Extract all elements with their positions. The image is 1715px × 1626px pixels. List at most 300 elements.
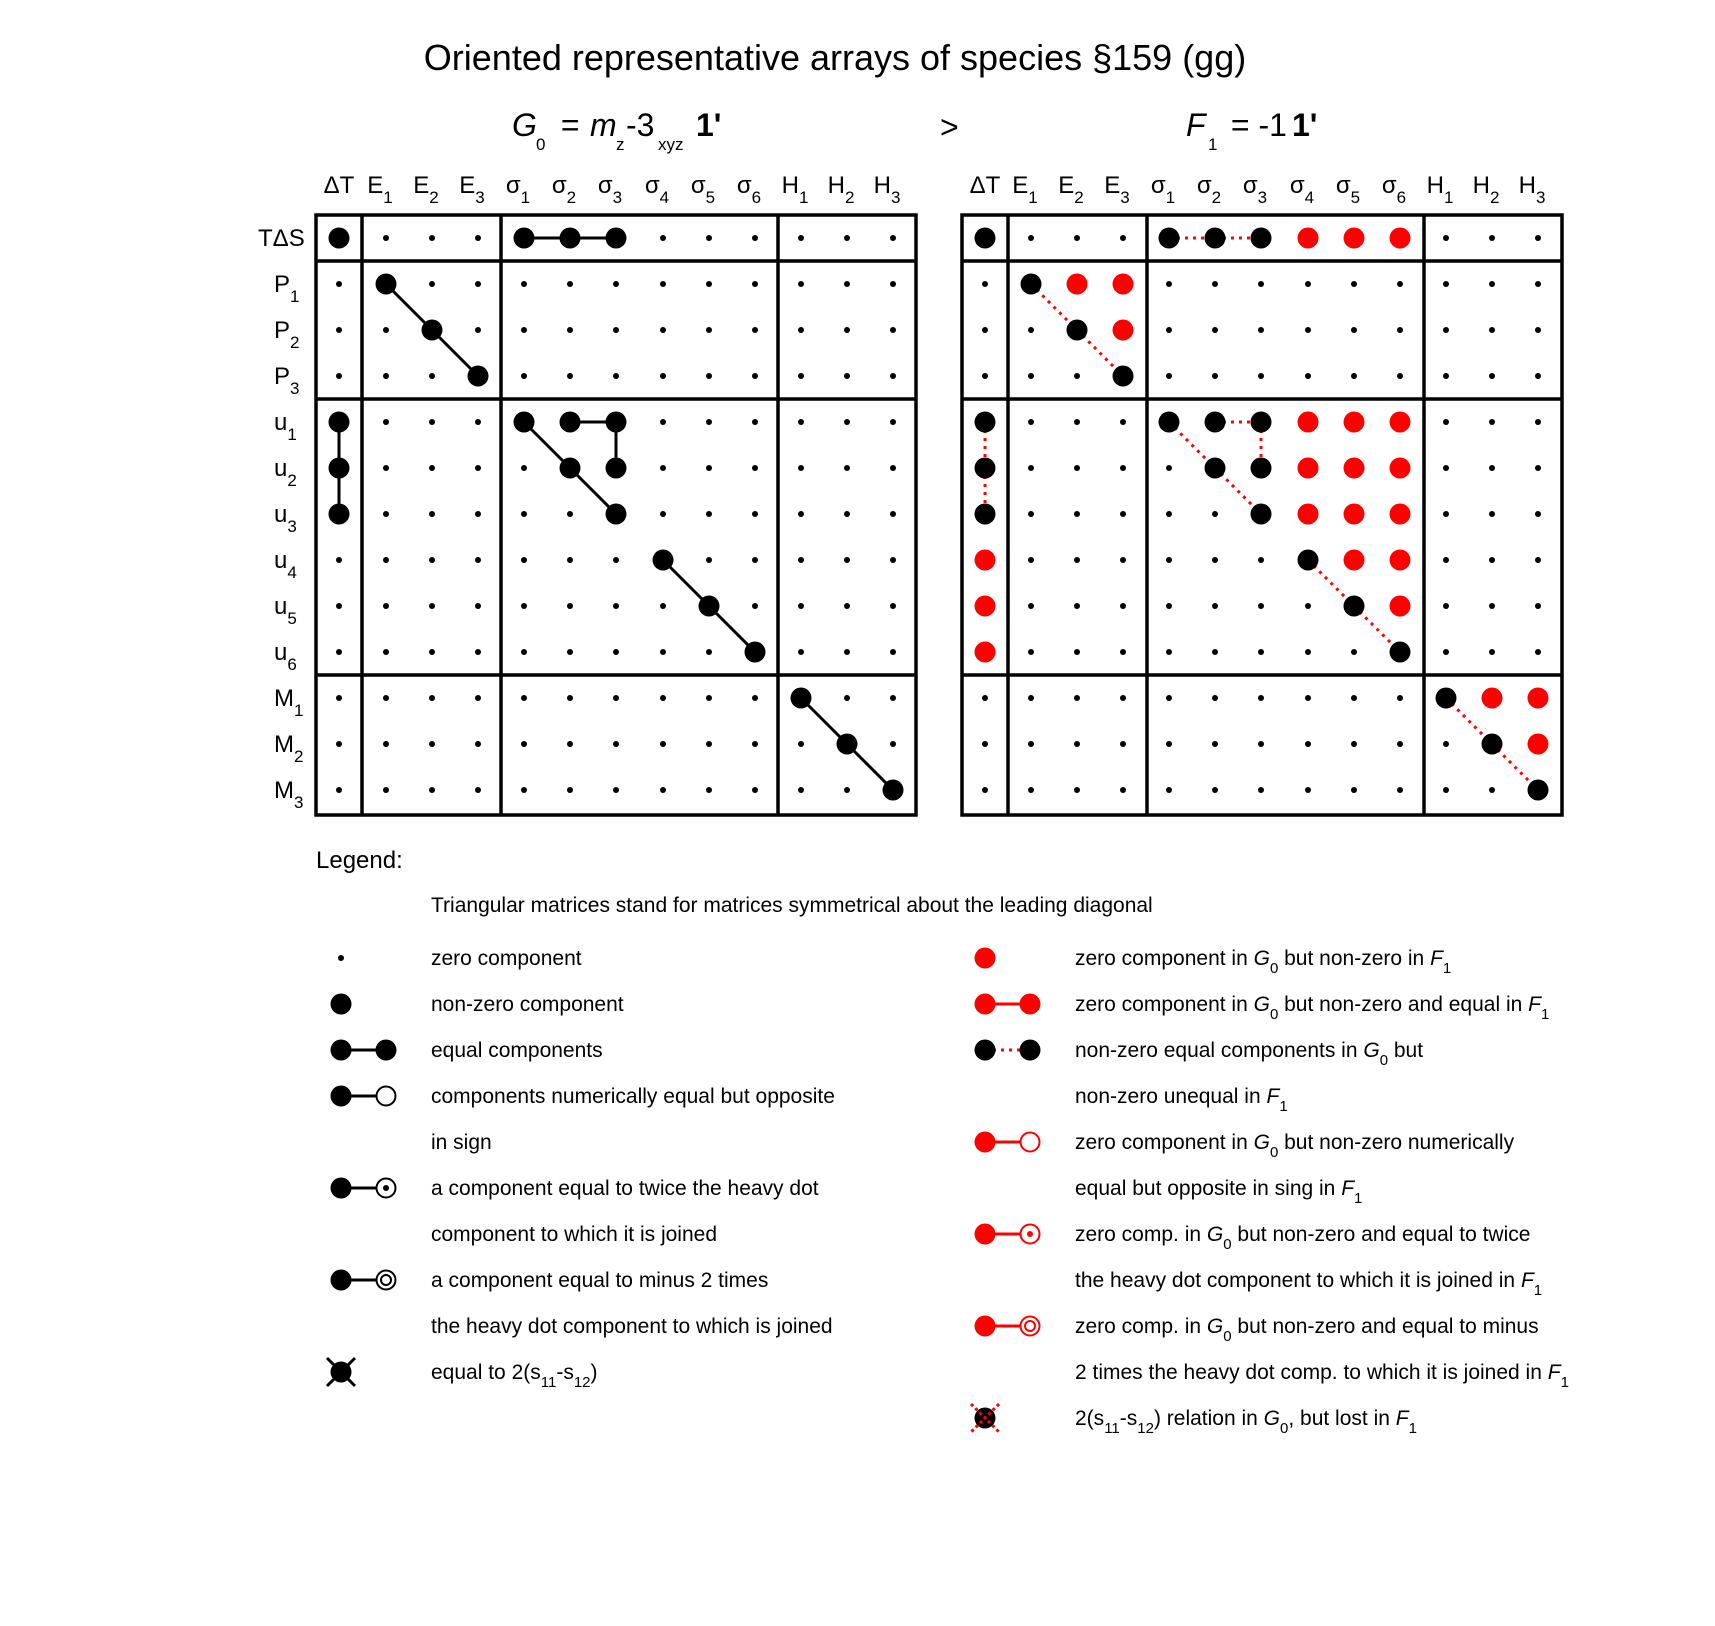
legend-text [431, 1361, 598, 1391]
row-label-sub: 2 [290, 333, 300, 352]
nonzero-component [560, 228, 581, 249]
legend-math-symbol: G [1206, 1223, 1224, 1246]
column-header-label: ΔT [969, 172, 1001, 199]
zero-component [890, 695, 896, 701]
zero-component [567, 787, 573, 793]
left-matrix [316, 172, 916, 815]
zero-component [798, 557, 804, 563]
new-nonzero-component [1390, 228, 1411, 249]
row-label-text: u [274, 501, 288, 528]
zero-component [1166, 695, 1172, 701]
zero-component [383, 373, 389, 379]
cross-dot-symbol [327, 1358, 355, 1386]
nonzero-component [329, 228, 350, 249]
column-header-label: H [827, 172, 845, 199]
zero-component [613, 373, 619, 379]
zero-component [844, 465, 850, 471]
row-label-sub: 4 [287, 563, 297, 582]
zero-component [660, 373, 666, 379]
zero-component [1443, 511, 1449, 517]
legend-text [1075, 1361, 1569, 1391]
legend-item-left [338, 947, 582, 970]
row-label-text: M [274, 685, 294, 712]
row-label-sub: 1 [287, 425, 297, 444]
column-header-sub: 2 [1211, 188, 1222, 207]
zero-component [475, 465, 481, 471]
column-header-label: E [1058, 172, 1075, 199]
row-label [274, 639, 297, 674]
zero-component [706, 465, 712, 471]
legend-text [1075, 1085, 1288, 1115]
zero-component [1535, 281, 1541, 287]
zero-component [567, 327, 573, 333]
column-header-sub: 4 [1304, 188, 1315, 207]
zero-component [1028, 511, 1034, 517]
zero-component [613, 695, 619, 701]
legend-math-sub: 1 [1442, 960, 1452, 977]
column-header [691, 172, 715, 207]
new-nonzero-component [975, 596, 996, 617]
zero-component [798, 373, 804, 379]
zero-component [1489, 649, 1495, 655]
column-header-label: σ [597, 172, 613, 199]
nonzero-component [837, 734, 858, 755]
zero-component [1028, 695, 1034, 701]
legend-text-part: ) relation in [1153, 1407, 1264, 1430]
small-dot-symbol [338, 955, 344, 961]
nonzero-component [1021, 274, 1042, 295]
legend-text-part: equal components [431, 1039, 603, 1062]
column-header-sub: 3 [612, 188, 623, 207]
legend-item-left [331, 1177, 819, 1246]
legend-text-part: non-zero unequal in [1075, 1085, 1267, 1108]
equal-link-symbol [331, 1040, 397, 1061]
legend-text-part: component to which it is joined [431, 1223, 717, 1246]
new-nonzero-component [1528, 688, 1549, 709]
zero-component [1212, 327, 1218, 333]
zero-component [336, 741, 342, 747]
zero-component [660, 511, 666, 517]
zero-component [383, 557, 389, 563]
zero-component [475, 235, 481, 241]
row-label [274, 685, 303, 720]
row-label [274, 777, 303, 812]
zero-component [660, 235, 666, 241]
left-heading-mid: -3 [626, 107, 655, 143]
zero-component [1166, 787, 1172, 793]
zero-component [1443, 281, 1449, 287]
zero-component [982, 373, 988, 379]
column-header [737, 172, 761, 207]
zero-component [1305, 741, 1311, 747]
zero-component [1166, 741, 1172, 747]
zero-component [1443, 465, 1449, 471]
zero-component [1212, 511, 1218, 517]
column-header-sub: 1 [798, 188, 809, 207]
legend-text-part: the heavy dot component to which it is joined in [1075, 1269, 1521, 1292]
zero-component [1489, 465, 1495, 471]
column-header [645, 172, 669, 207]
zero-component [521, 603, 527, 609]
zero-component [1305, 281, 1311, 287]
column-header [1519, 172, 1546, 207]
legend-text [431, 1131, 492, 1154]
zero-component [1258, 603, 1264, 609]
zero-component [1443, 603, 1449, 609]
zero-component [429, 465, 435, 471]
zero-component [844, 419, 850, 425]
comparison-sign: > [940, 109, 959, 145]
row-label-sub: 3 [287, 517, 297, 536]
legend-item-right [975, 1131, 1515, 1207]
new-nonzero-component [1482, 688, 1503, 709]
zero-component [1258, 787, 1264, 793]
zero-component [982, 281, 988, 287]
red-dot-symbol [975, 948, 996, 969]
left-heading-base: G [512, 107, 537, 143]
zero-component [798, 235, 804, 241]
legend-text [1075, 993, 1549, 1023]
column-header [970, 172, 1001, 199]
zero-component [1397, 281, 1403, 287]
legend-item-left [331, 1039, 603, 1062]
column-header-sub: 1 [520, 188, 531, 207]
row-label [274, 547, 297, 582]
row-label-text: u [274, 409, 288, 436]
row-label [274, 593, 297, 628]
column-header [324, 172, 355, 199]
zero-component [1028, 235, 1034, 241]
nonzero-component [329, 458, 350, 479]
column-header [367, 172, 392, 207]
right-heading-eq: = -1 [1222, 107, 1287, 143]
new-nonzero-component [1344, 228, 1365, 249]
zero-component [752, 603, 758, 609]
row-label [258, 225, 305, 252]
column-header-sub: 1 [1165, 188, 1176, 207]
nonzero-component [1067, 320, 1088, 341]
zero-component [383, 649, 389, 655]
zero-component [613, 603, 619, 609]
legend-text-part: , but lost in [1288, 1407, 1396, 1430]
zero-component [1443, 649, 1449, 655]
nonzero-component [1528, 780, 1549, 801]
legend-text [431, 993, 624, 1016]
column-header-label: σ [1335, 172, 1351, 199]
right-heading-sub: 1 [1208, 135, 1218, 154]
zero-component [982, 787, 988, 793]
zero-component [429, 603, 435, 609]
legend-text [431, 1177, 819, 1200]
zero-component [383, 327, 389, 333]
right-heading-bold: 1' [1292, 107, 1318, 143]
nonzero-component [422, 320, 443, 341]
column-header-label: σ [690, 172, 706, 199]
zero-component [706, 327, 712, 333]
column-header-label: σ [1150, 172, 1166, 199]
zero-component [1120, 465, 1126, 471]
column-header [874, 172, 901, 207]
row-label-text: TΔS [258, 225, 305, 252]
legend-text [1075, 1407, 1417, 1437]
zero-component [1443, 741, 1449, 747]
zero-component [475, 557, 481, 563]
legend-math-symbol: F [1547, 1361, 1561, 1384]
zero-component [660, 603, 666, 609]
legend-note: Triangular matrices stand for matrices symmetrical about the leading diagonal [431, 894, 1153, 917]
zero-component [1258, 327, 1264, 333]
zero-component [429, 511, 435, 517]
legend-text-part: zero component in [1075, 993, 1254, 1016]
zero-component [752, 327, 758, 333]
red-opposite-link-symbol [975, 1132, 1040, 1153]
zero-component [706, 557, 712, 563]
column-header [1336, 172, 1360, 207]
column-header-label: σ [644, 172, 660, 199]
nonzero-component [699, 596, 720, 617]
zero-component [1489, 235, 1495, 241]
zero-component [429, 373, 435, 379]
zero-component [1351, 373, 1357, 379]
legend-math-sub: 1 [1560, 1374, 1569, 1391]
zero-component [1120, 511, 1126, 517]
zero-component [521, 649, 527, 655]
zero-component [1212, 649, 1218, 655]
column-header [413, 172, 438, 207]
zero-component [475, 695, 481, 701]
zero-component [567, 695, 573, 701]
zero-component [890, 327, 896, 333]
nonzero-component [1251, 412, 1272, 433]
legend-item-right [975, 1315, 1569, 1391]
zero-component [1489, 511, 1495, 517]
nonzero-component [560, 458, 581, 479]
zero-component [798, 511, 804, 517]
zero-component [1535, 419, 1541, 425]
new-nonzero-component [1298, 504, 1319, 525]
twice-link-symbol [331, 1178, 396, 1199]
zero-component [613, 649, 619, 655]
zero-component [613, 741, 619, 747]
red-twice-link-symbol [975, 1224, 1040, 1245]
column-header-sub: 3 [1120, 188, 1130, 207]
nonzero-component [514, 412, 535, 433]
zero-component [1166, 649, 1172, 655]
zero-component [475, 603, 481, 609]
zero-component [1305, 373, 1311, 379]
legend-item-right [975, 1223, 1543, 1299]
legend-text [431, 1269, 768, 1292]
column-header-label: E [459, 172, 476, 199]
zero-component [706, 741, 712, 747]
legend-item-left [331, 1085, 835, 1154]
column-header-sub: 1 [1443, 188, 1454, 207]
legend-math-symbol: G [1253, 1131, 1270, 1154]
row-label [274, 409, 297, 444]
column-header-label: H [1518, 172, 1536, 199]
nonzero-component [1205, 228, 1226, 249]
legend-math-sub: 1 [1540, 1006, 1550, 1023]
zero-component [1535, 465, 1541, 471]
zero-component [706, 419, 712, 425]
column-header-label: E [367, 172, 384, 199]
zero-component [1028, 741, 1034, 747]
zero-component [1074, 695, 1080, 701]
zero-component [982, 327, 988, 333]
legend-text-part: zero comp. in [1075, 1223, 1207, 1246]
zero-component [752, 695, 758, 701]
legend-item-left [331, 993, 624, 1016]
nonzero-component [329, 412, 350, 433]
new-nonzero-component [1390, 458, 1411, 479]
zero-component [383, 235, 389, 241]
zero-component [1351, 327, 1357, 333]
column-header-sub: 4 [659, 188, 670, 207]
zero-component [1166, 603, 1172, 609]
column-header-label: σ [1289, 172, 1305, 199]
legend-math-sub: 0 [1223, 1328, 1232, 1345]
row-label-sub: 1 [294, 701, 304, 720]
zero-component [475, 787, 481, 793]
legend-math-sub: 1 [1354, 1190, 1363, 1207]
column-header-label: σ [1196, 172, 1212, 199]
column-header-sub: 3 [1535, 188, 1546, 207]
zero-component [1535, 603, 1541, 609]
zero-component [798, 281, 804, 287]
zero-component [1028, 603, 1034, 609]
zero-component [475, 327, 481, 333]
legend-math-symbol: G [1253, 993, 1270, 1016]
zero-component [1028, 649, 1034, 655]
minus2-link-symbol [331, 1270, 396, 1291]
zero-component [1120, 695, 1126, 701]
zero-component [1166, 511, 1172, 517]
left-heading-sub: 0 [536, 135, 546, 154]
zero-component [1074, 465, 1080, 471]
zero-component [613, 787, 619, 793]
column-header-label: E [1012, 172, 1029, 199]
zero-component [336, 373, 342, 379]
left-heading [512, 107, 721, 154]
new-nonzero-component [975, 642, 996, 663]
nonzero-component [1159, 228, 1180, 249]
nonzero-component [376, 274, 397, 295]
right-heading-base: F [1186, 107, 1206, 143]
zero-component [982, 695, 988, 701]
legend-item-right [975, 947, 1452, 977]
legend-math-sub: 0 [1379, 1052, 1389, 1069]
zero-component [844, 649, 850, 655]
right-matrix [962, 172, 1562, 815]
zero-component [336, 695, 342, 701]
zero-component [1028, 327, 1034, 333]
zero-component [1212, 741, 1218, 747]
zero-component [567, 281, 573, 287]
nonzero-component [1205, 458, 1226, 479]
column-header-sub: 6 [1396, 188, 1407, 207]
zero-component [429, 787, 435, 793]
zero-component [1074, 603, 1080, 609]
zero-component [1351, 695, 1357, 701]
zero-component [1397, 741, 1403, 747]
zero-component [1212, 603, 1218, 609]
new-nonzero-component [975, 550, 996, 571]
legend-math-sub: 1 [1533, 1282, 1543, 1299]
zero-component [567, 603, 573, 609]
zero-component [475, 419, 481, 425]
zero-component [1535, 649, 1541, 655]
column-header-sub: 2 [429, 188, 439, 207]
zero-component [1258, 281, 1264, 287]
legend-title: Legend: [316, 847, 403, 874]
new-nonzero-component [1298, 412, 1319, 433]
left-heading-bold: 1' [696, 107, 722, 143]
zero-component [336, 649, 342, 655]
legend-text-part: but non-zero in [1278, 947, 1431, 970]
column-header-sub: 6 [751, 188, 762, 207]
zero-component [336, 557, 342, 563]
legend-text [1075, 1131, 1515, 1161]
row-label-sub: 3 [290, 379, 300, 398]
nonzero-component [1482, 734, 1503, 755]
zero-component [1258, 649, 1264, 655]
legend-math-sub: 1 [1408, 1420, 1417, 1437]
zero-component [752, 281, 758, 287]
zero-component [798, 741, 804, 747]
zero-component [1305, 649, 1311, 655]
legend-text-part: ) [590, 1361, 598, 1384]
zero-component [1535, 327, 1541, 333]
nonzero-component [1251, 504, 1272, 525]
legend-text [431, 1039, 603, 1062]
legend-text [431, 1315, 833, 1338]
left-heading-m: m [590, 107, 617, 143]
nonzero-component [1251, 228, 1272, 249]
legend-math-symbol: F [1395, 1407, 1409, 1430]
column-header-label: σ [505, 172, 521, 199]
row-label [274, 455, 297, 490]
legend-math-symbol: F [1430, 947, 1443, 970]
legend-text-part: but non-zero and equal to minus [1231, 1315, 1539, 1338]
zero-component [1028, 557, 1034, 563]
zero-component [429, 695, 435, 701]
nonzero-component [975, 504, 996, 525]
zero-component [1120, 787, 1126, 793]
legend-math-symbol: F [1341, 1177, 1355, 1200]
legend-text [1075, 1269, 1542, 1299]
zero-component [798, 603, 804, 609]
column-header-sub: 3 [890, 188, 901, 207]
zero-component [1351, 281, 1357, 287]
legend-text-part: a component equal to twice the heavy dot [431, 1177, 819, 1200]
zero-component [567, 511, 573, 517]
zero-component [660, 649, 666, 655]
zero-component [1489, 787, 1495, 793]
zero-component [336, 603, 342, 609]
column-header-label: σ [551, 172, 567, 199]
zero-component [613, 281, 619, 287]
zero-component [1212, 787, 1218, 793]
legend-math-sub: 1 [1279, 1098, 1288, 1115]
row-label-text: P [274, 363, 291, 390]
zero-component [660, 695, 666, 701]
zero-component [798, 649, 804, 655]
column-header-label: E [1104, 172, 1121, 199]
zero-component [521, 787, 527, 793]
zero-component [890, 741, 896, 747]
zero-component [521, 373, 527, 379]
legend-text [431, 1085, 835, 1108]
